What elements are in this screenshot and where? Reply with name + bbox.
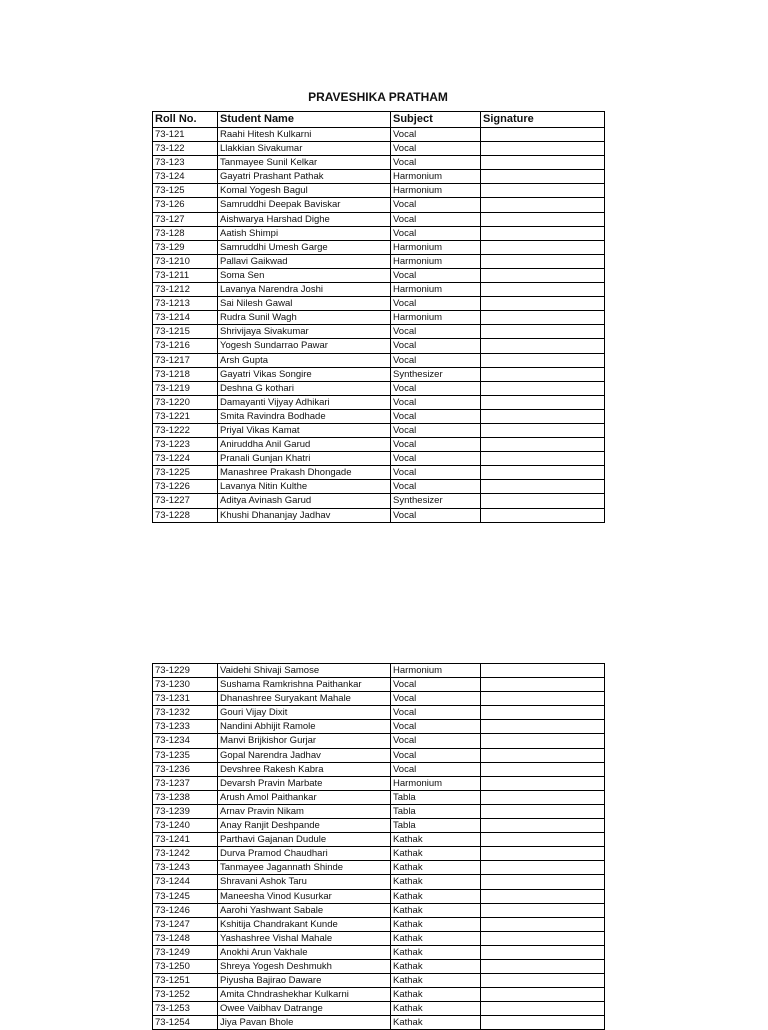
roster-table-2-body	[153, 664, 605, 1030]
student-name-cell: Gouri Vijay Dixit	[218, 706, 391, 720]
subject-cell: Vocal	[391, 508, 481, 522]
signature-cell[interactable]	[481, 423, 605, 437]
student-name-cell: Gayatri Prashant Pathak	[218, 170, 391, 184]
table-row	[153, 395, 605, 409]
roll-no-cell: 73-1254	[153, 1016, 218, 1030]
roll-no-cell: 73-127	[153, 212, 218, 226]
subject-cell: Kathak	[391, 917, 481, 931]
student-name-cell: Piyusha Bajirao Daware	[218, 974, 391, 988]
roll-no-cell: 73-129	[153, 240, 218, 254]
student-name-cell: Aarohi Yashwant Sabale	[218, 903, 391, 917]
student-name-cell: Devarsh Pravin Marbate	[218, 776, 391, 790]
roll-no-cell: 73-1232	[153, 706, 218, 720]
roll-no-cell: 73-1238	[153, 790, 218, 804]
student-name-cell: Gayatri Vikas Songire	[218, 367, 391, 381]
signature-cell[interactable]	[481, 142, 605, 156]
roll-no-cell: 73-1210	[153, 254, 218, 268]
roll-no-cell: 73-125	[153, 184, 218, 198]
subject-cell: Vocal	[391, 678, 481, 692]
signature-cell[interactable]	[481, 833, 605, 847]
student-name-cell: Owee Vaibhav Datrange	[218, 1002, 391, 1016]
roll-no-cell: 73-1252	[153, 988, 218, 1002]
subject-cell: Kathak	[391, 988, 481, 1002]
subject-cell: Vocal	[391, 409, 481, 423]
subject-cell: Vocal	[391, 692, 481, 706]
roll-no-cell: 73-1240	[153, 819, 218, 833]
subject-cell: Kathak	[391, 833, 481, 847]
signature-cell[interactable]	[481, 466, 605, 480]
signature-cell[interactable]	[481, 959, 605, 973]
table-row	[153, 128, 605, 142]
student-name-cell: Maneesha Vinod Kusurkar	[218, 889, 391, 903]
signature-cell[interactable]	[481, 861, 605, 875]
table-row	[153, 353, 605, 367]
signature-cell[interactable]	[481, 706, 605, 720]
signature-cell[interactable]	[481, 974, 605, 988]
table-row	[153, 198, 605, 212]
roll-no-cell: 73-1250	[153, 959, 218, 973]
student-name-cell: Sushama Ramkrishna Paithankar	[218, 678, 391, 692]
student-name-cell: Lavanya Narendra Joshi	[218, 283, 391, 297]
signature-cell[interactable]	[481, 184, 605, 198]
student-name-cell: Durva Pramod Chaudhari	[218, 847, 391, 861]
subject-cell: Synthesizer	[391, 367, 481, 381]
roll-no-cell: 73-1243	[153, 861, 218, 875]
subject-cell: Vocal	[391, 706, 481, 720]
subject-cell: Kathak	[391, 945, 481, 959]
signature-cell[interactable]	[481, 734, 605, 748]
student-name-cell: Raahi Hitesh Kulkarni	[218, 128, 391, 142]
table-row	[153, 847, 605, 861]
student-name-cell: Anay Ranjit Deshpande	[218, 819, 391, 833]
roll-no-cell: 73-1235	[153, 748, 218, 762]
signature-cell[interactable]	[481, 748, 605, 762]
table-row	[153, 819, 605, 833]
table-row	[153, 240, 605, 254]
student-name-cell: Deshna G kothari	[218, 381, 391, 395]
subject-cell: Kathak	[391, 847, 481, 861]
roll-no-cell: 73-1215	[153, 325, 218, 339]
subject-cell: Kathak	[391, 861, 481, 875]
roll-no-cell: 73-1231	[153, 692, 218, 706]
subject-cell: Harmonium	[391, 254, 481, 268]
signature-cell[interactable]	[481, 283, 605, 297]
signature-cell[interactable]	[481, 790, 605, 804]
student-name-cell: Priyal Vikas Kamat	[218, 423, 391, 437]
roll-no-cell: 73-126	[153, 198, 218, 212]
subject-cell: Kathak	[391, 889, 481, 903]
student-name-cell: Amita Chndrashekhar Kulkarni	[218, 988, 391, 1002]
subject-cell: Vocal	[391, 339, 481, 353]
student-name-cell: Anokhi Arun Vakhale	[218, 945, 391, 959]
subject-cell: Tabla	[391, 790, 481, 804]
table-header-row	[153, 112, 605, 128]
signature-cell[interactable]	[481, 678, 605, 692]
subject-cell: Vocal	[391, 142, 481, 156]
student-name-cell: Parthavi Gajanan Dudule	[218, 833, 391, 847]
signature-cell[interactable]	[481, 945, 605, 959]
subject-cell: Harmonium	[391, 311, 481, 325]
roll-no-cell: 73-1233	[153, 720, 218, 734]
subject-cell: Harmonium	[391, 283, 481, 297]
signature-cell[interactable]	[481, 381, 605, 395]
table-row	[153, 790, 605, 804]
table-row	[153, 1002, 605, 1016]
signature-cell[interactable]	[481, 438, 605, 452]
signature-cell[interactable]	[481, 212, 605, 226]
signature-cell[interactable]	[481, 988, 605, 1002]
roll-no-cell: 73-1217	[153, 353, 218, 367]
table-row	[153, 466, 605, 480]
student-name-cell: Manvi Brijkishor Gurjar	[218, 734, 391, 748]
signature-cell[interactable]	[481, 508, 605, 522]
roll-no-cell: 73-1226	[153, 480, 218, 494]
table-row	[153, 875, 605, 889]
table-row	[153, 678, 605, 692]
student-name-cell: Sai Nilesh Gawal	[218, 297, 391, 311]
student-name-cell: Damayanti Vijyay Adhikari	[218, 395, 391, 409]
roll-no-cell: 73-124	[153, 170, 218, 184]
signature-cell[interactable]	[481, 847, 605, 861]
header-signature: Signature	[481, 112, 605, 128]
signature-cell[interactable]	[481, 889, 605, 903]
roll-no-cell: 73-121	[153, 128, 218, 142]
roll-no-cell: 73-1220	[153, 395, 218, 409]
subject-cell: Vocal	[391, 297, 481, 311]
table-row	[153, 409, 605, 423]
table-row	[153, 776, 605, 790]
roll-no-cell: 73-1229	[153, 664, 218, 678]
subject-cell: Harmonium	[391, 170, 481, 184]
roll-no-cell: 73-1218	[153, 367, 218, 381]
header-roll-no: Roll No.	[153, 112, 218, 128]
signature-cell[interactable]	[481, 664, 605, 678]
table-row	[153, 438, 605, 452]
subject-cell: Vocal	[391, 381, 481, 395]
roll-no-cell: 73-123	[153, 156, 218, 170]
signature-cell[interactable]	[481, 254, 605, 268]
student-name-cell: Aatish Shimpi	[218, 226, 391, 240]
table-row	[153, 861, 605, 875]
signature-cell[interactable]	[481, 128, 605, 142]
roster-table-1-body	[153, 128, 605, 523]
table-row	[153, 720, 605, 734]
signature-cell[interactable]	[481, 339, 605, 353]
table-row	[153, 184, 605, 198]
table-row	[153, 268, 605, 282]
table-row	[153, 917, 605, 931]
signature-cell[interactable]	[481, 804, 605, 818]
roll-no-cell: 73-1222	[153, 423, 218, 437]
table-row	[153, 692, 605, 706]
roll-no-cell: 73-128	[153, 226, 218, 240]
roll-no-cell: 73-1239	[153, 804, 218, 818]
student-name-cell: Soma Sen	[218, 268, 391, 282]
signature-cell[interactable]	[481, 875, 605, 889]
roll-no-cell: 73-1225	[153, 466, 218, 480]
student-name-cell: Aniruddha Anil Garud	[218, 438, 391, 452]
roll-no-cell: 73-1211	[153, 268, 218, 282]
subject-cell: Vocal	[391, 720, 481, 734]
subject-cell: Vocal	[391, 762, 481, 776]
roll-no-cell: 73-1245	[153, 889, 218, 903]
student-name-cell: Shravani Ashok Taru	[218, 875, 391, 889]
roll-no-cell: 73-1248	[153, 931, 218, 945]
student-name-cell: Llakkian Sivakumar	[218, 142, 391, 156]
subject-cell: Vocal	[391, 480, 481, 494]
subject-cell: Vocal	[391, 226, 481, 240]
signature-cell[interactable]	[481, 1016, 605, 1030]
roll-no-cell: 73-1244	[153, 875, 218, 889]
signature-cell[interactable]	[481, 917, 605, 931]
header-subject: Subject	[391, 112, 481, 128]
table-row	[153, 381, 605, 395]
page-title: PRAVESHIKA PRATHAM	[308, 90, 448, 104]
subject-cell: Vocal	[391, 325, 481, 339]
signature-cell[interactable]	[481, 325, 605, 339]
subject-cell: Vocal	[391, 748, 481, 762]
student-name-cell: Yashashree Vishal Mahale	[218, 931, 391, 945]
table-row	[153, 170, 605, 184]
table-row	[153, 325, 605, 339]
signature-cell[interactable]	[481, 170, 605, 184]
signature-cell[interactable]	[481, 819, 605, 833]
table-row	[153, 903, 605, 917]
roster-table-1	[152, 111, 605, 523]
subject-cell: Kathak	[391, 1016, 481, 1030]
student-name-cell: Lavanya Nitin Kulthe	[218, 480, 391, 494]
table-row	[153, 452, 605, 466]
student-name-cell: Aishwarya Harshad Dighe	[218, 212, 391, 226]
signature-cell[interactable]	[481, 156, 605, 170]
subject-cell: Vocal	[391, 466, 481, 480]
signature-cell[interactable]	[481, 198, 605, 212]
student-name-cell: Yogesh Sundarrao Pawar	[218, 339, 391, 353]
signature-cell[interactable]	[481, 494, 605, 508]
table-row	[153, 508, 605, 522]
subject-cell: Tabla	[391, 804, 481, 818]
roll-no-cell: 73-1237	[153, 776, 218, 790]
student-name-cell: Manashree Prakash Dhongade	[218, 466, 391, 480]
roll-no-cell: 73-1213	[153, 297, 218, 311]
subject-cell: Vocal	[391, 438, 481, 452]
table-row	[153, 664, 605, 678]
signature-cell[interactable]	[481, 692, 605, 706]
table-row	[153, 974, 605, 988]
roll-no-cell: 73-1216	[153, 339, 218, 353]
student-name-cell: Jiya Pavan Bhole	[218, 1016, 391, 1030]
student-name-cell: Nandini Abhijit Ramole	[218, 720, 391, 734]
subject-cell: Harmonium	[391, 184, 481, 198]
roll-no-cell: 73-1212	[153, 283, 218, 297]
student-name-cell: Kshitija Chandrakant Kunde	[218, 917, 391, 931]
signature-cell[interactable]	[481, 903, 605, 917]
subject-cell: Harmonium	[391, 240, 481, 254]
roll-no-cell: 73-1223	[153, 438, 218, 452]
table-row	[153, 734, 605, 748]
signature-cell[interactable]	[481, 226, 605, 240]
subject-cell: Kathak	[391, 974, 481, 988]
signature-cell[interactable]	[481, 1002, 605, 1016]
subject-cell: Kathak	[391, 959, 481, 973]
student-name-cell: Devshree Rakesh Kabra	[218, 762, 391, 776]
student-name-cell: Arnav Pravin Nikam	[218, 804, 391, 818]
roll-no-cell: 73-1247	[153, 917, 218, 931]
subject-cell: Vocal	[391, 198, 481, 212]
table-row	[153, 311, 605, 325]
student-name-cell: Dhanashree Suryakant Mahale	[218, 692, 391, 706]
table-row	[153, 833, 605, 847]
student-name-cell: Arsh Gupta	[218, 353, 391, 367]
subject-cell: Vocal	[391, 734, 481, 748]
roll-no-cell: 73-1253	[153, 1002, 218, 1016]
roll-no-cell: 73-1224	[153, 452, 218, 466]
student-name-cell: Pranali Gunjan Khatri	[218, 452, 391, 466]
subject-cell: Tabla	[391, 819, 481, 833]
student-name-cell: Samruddhi Deepak Baviskar	[218, 198, 391, 212]
student-name-cell: Samruddhi Umesh Garge	[218, 240, 391, 254]
table-row	[153, 706, 605, 720]
subject-cell: Vocal	[391, 268, 481, 282]
table-row	[153, 889, 605, 903]
student-name-cell: Khushi Dhananjay Jadhav	[218, 508, 391, 522]
subject-cell: Vocal	[391, 212, 481, 226]
subject-cell: Vocal	[391, 452, 481, 466]
signature-cell[interactable]	[481, 367, 605, 381]
table-row	[153, 339, 605, 353]
roll-no-cell: 73-1246	[153, 903, 218, 917]
subject-cell: Kathak	[391, 1002, 481, 1016]
roll-no-cell: 73-1227	[153, 494, 218, 508]
roll-no-cell: 73-1214	[153, 311, 218, 325]
signature-cell[interactable]	[481, 268, 605, 282]
subject-cell: Kathak	[391, 903, 481, 917]
table-row	[153, 931, 605, 945]
student-name-cell: Smita Ravindra Bodhade	[218, 409, 391, 423]
student-name-cell: Tanmayee Sunil Kelkar	[218, 156, 391, 170]
header-student-name: Student Name	[218, 112, 391, 128]
roll-no-cell: 73-1242	[153, 847, 218, 861]
table-row	[153, 156, 605, 170]
subject-cell: Kathak	[391, 875, 481, 889]
roster-table-2	[152, 663, 605, 1030]
roll-no-cell: 73-1219	[153, 381, 218, 395]
subject-cell: Kathak	[391, 931, 481, 945]
roll-no-cell: 73-1251	[153, 974, 218, 988]
signature-cell[interactable]	[481, 353, 605, 367]
student-name-cell: Aditya Avinash Garud	[218, 494, 391, 508]
table-row	[153, 762, 605, 776]
signature-cell[interactable]	[481, 720, 605, 734]
student-name-cell: Shrivijaya Sivakumar	[218, 325, 391, 339]
student-name-cell: Komal Yogesh Bagul	[218, 184, 391, 198]
roll-no-cell: 73-1228	[153, 508, 218, 522]
student-name-cell: Tanmayee Jagannath Shinde	[218, 861, 391, 875]
signature-cell[interactable]	[481, 776, 605, 790]
roll-no-cell: 73-1236	[153, 762, 218, 776]
subject-cell: Vocal	[391, 395, 481, 409]
table-row	[153, 283, 605, 297]
roll-no-cell: 73-122	[153, 142, 218, 156]
subject-cell: Harmonium	[391, 776, 481, 790]
table-row	[153, 480, 605, 494]
table-row	[153, 212, 605, 226]
student-name-cell: Shreya Yogesh Deshmukh	[218, 959, 391, 973]
table-row	[153, 297, 605, 311]
roll-no-cell: 73-1249	[153, 945, 218, 959]
signature-cell[interactable]	[481, 311, 605, 325]
signature-cell[interactable]	[481, 409, 605, 423]
signature-cell[interactable]	[481, 762, 605, 776]
table-row	[153, 748, 605, 762]
signature-cell[interactable]	[481, 480, 605, 494]
table-row	[153, 142, 605, 156]
table-row	[153, 804, 605, 818]
table-row	[153, 254, 605, 268]
roll-no-cell: 73-1241	[153, 833, 218, 847]
signature-cell[interactable]	[481, 240, 605, 254]
table-row	[153, 494, 605, 508]
subject-cell: Harmonium	[391, 664, 481, 678]
student-name-cell: Arush Amol Paithankar	[218, 790, 391, 804]
student-name-cell: Pallavi Gaikwad	[218, 254, 391, 268]
subject-cell: Vocal	[391, 353, 481, 367]
table-row	[153, 1016, 605, 1030]
table-row	[153, 945, 605, 959]
student-name-cell: Gopal Narendra Jadhav	[218, 748, 391, 762]
roll-no-cell: 73-1221	[153, 409, 218, 423]
table-row	[153, 226, 605, 240]
subject-cell: Synthesizer	[391, 494, 481, 508]
subject-cell: Vocal	[391, 423, 481, 437]
student-name-cell: Vaidehi Shivaji Samose	[218, 664, 391, 678]
student-name-cell: Rudra Sunil Wagh	[218, 311, 391, 325]
table-row	[153, 959, 605, 973]
subject-cell: Vocal	[391, 156, 481, 170]
signature-cell[interactable]	[481, 452, 605, 466]
signature-cell[interactable]	[481, 297, 605, 311]
table-row	[153, 367, 605, 381]
signature-cell[interactable]	[481, 931, 605, 945]
signature-cell[interactable]	[481, 395, 605, 409]
roll-no-cell: 73-1230	[153, 678, 218, 692]
table-row	[153, 423, 605, 437]
roll-no-cell: 73-1234	[153, 734, 218, 748]
table-row	[153, 988, 605, 1002]
subject-cell: Vocal	[391, 128, 481, 142]
